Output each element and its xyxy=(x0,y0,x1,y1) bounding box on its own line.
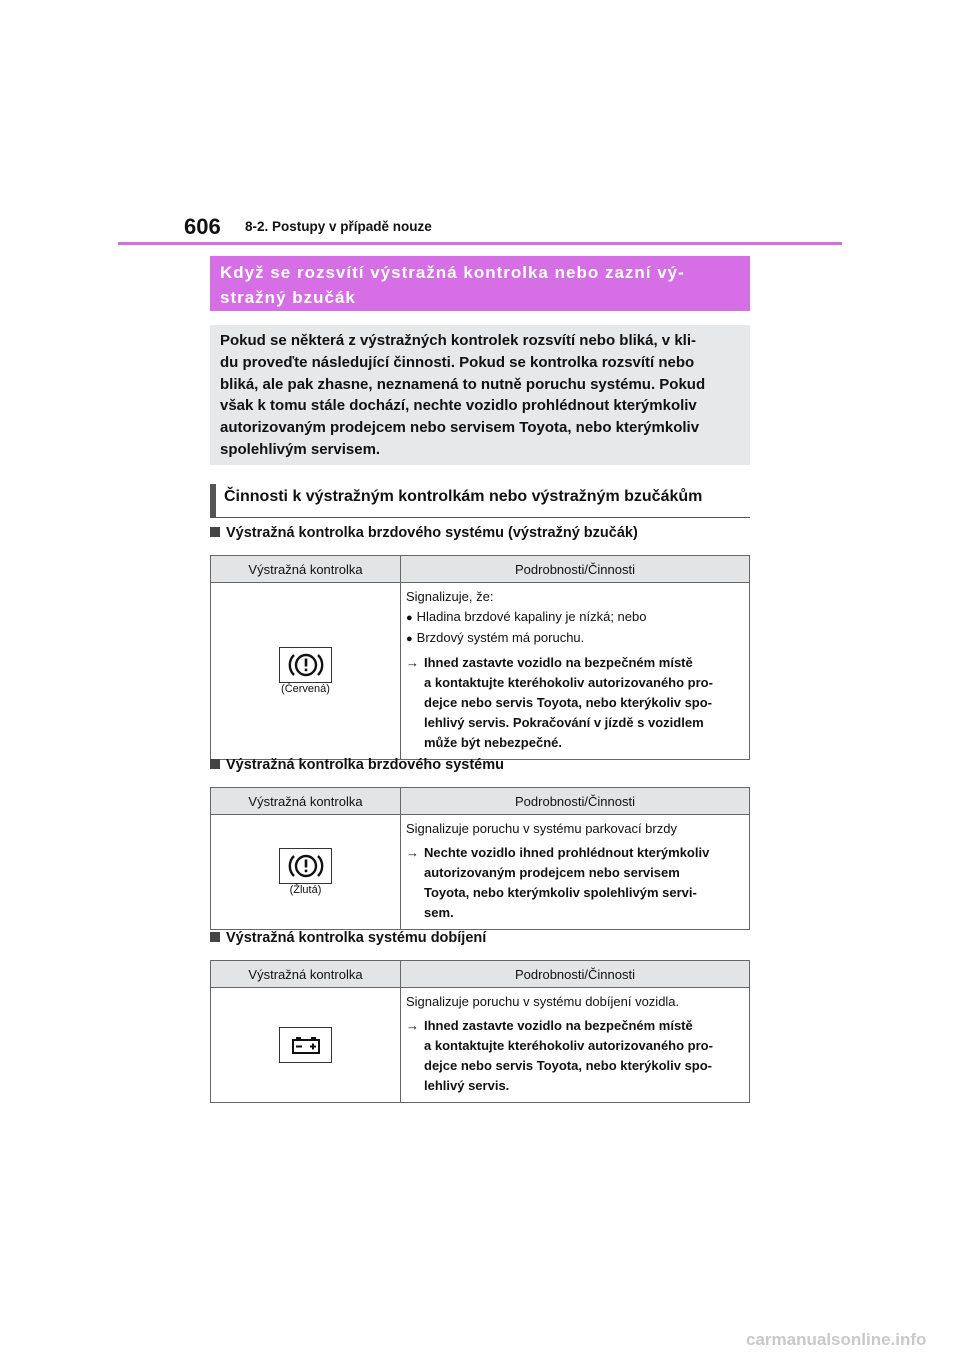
column-header-details: Podrobnosti/Činnosti xyxy=(401,556,750,583)
arrow-icon: → xyxy=(406,1018,419,1033)
brake-warning-icon xyxy=(279,647,332,683)
column-header-details: Podrobnosti/Činnosti xyxy=(401,961,750,988)
warning-table xyxy=(210,787,750,930)
item-heading xyxy=(210,525,638,541)
details-cell xyxy=(401,583,750,760)
brake-warning-icon xyxy=(279,848,332,884)
battery-icon xyxy=(279,1027,332,1063)
lamp-color-caption: (Červená) xyxy=(281,683,330,695)
item-heading xyxy=(210,757,504,773)
arrow-icon: → xyxy=(406,845,419,860)
intro-line: autorizovaným prodejcem nebo servisem Toyota, nebo kterýmkoliv xyxy=(220,419,700,437)
signal-text: Signalizuje, že: xyxy=(406,589,494,604)
item-heading xyxy=(210,930,486,946)
watermark: carmanualsonline.info xyxy=(746,1330,927,1349)
intro-line: Pokud se některá z výstražných kontrolek rozsvítí nebo bliká, v kli- xyxy=(220,332,696,349)
column-header-details: Podrobnosti/Činnosti xyxy=(401,788,750,815)
banner-line-2: stražný bzučák xyxy=(220,288,356,307)
intro-box xyxy=(210,325,750,465)
section-title: 8-2. Postupy v případě nouze xyxy=(245,219,432,234)
intro-line: však k tomu stále dochází, nechte vozidlo prohlédnout kterýmkoliv xyxy=(220,397,697,415)
action-text: → Ihned zastavte vozidlo na bezpečném místě a kontaktujte kteréhokoliv autorizovaného pro- dejce nebo servis Toyota, nebo kterýkoliv spo- lehlivý servis. xyxy=(406,1018,713,1093)
subsection-title: Činnosti k výstražným kontrolkám nebo výstražným bzučákům xyxy=(210,484,750,518)
details-cell xyxy=(401,815,750,930)
item-heading-text: Výstražná kontrolka brzdového systému (výstražný bzučák) xyxy=(226,525,638,541)
signal-text: Signalizuje poruchu v systému dobíjení vozidla. xyxy=(406,994,680,1009)
header-rule xyxy=(118,242,842,245)
intro-line: spolehlivým servisem. xyxy=(220,440,381,458)
column-header-lamp: Výstražná kontrolka xyxy=(211,788,401,815)
action-text: → Ihned zastavte vozidlo na bezpečném místě a kontaktujte kteréhokoliv autorizovaného pro- dejce nebo servis Toyota, nebo kterýkoliv spo- lehlivý servis. Pokračování v jízdě s vozidlem může být nebezpečné. xyxy=(406,655,713,750)
item-heading-text: Výstražná kontrolka systému dobíjení xyxy=(226,930,487,946)
page-number: 606 xyxy=(184,214,221,239)
details-cell xyxy=(401,988,750,1103)
action-text: → Nechte vozidlo ihned prohlédnout kterýmkoliv autorizovaným prodejcem nebo servisem Toyota, nebo kterýmkoliv spolehlivým servi- sem. xyxy=(406,845,710,920)
lamp-cell xyxy=(211,815,401,930)
item-heading-text: Výstražná kontrolka brzdového systému xyxy=(226,757,504,773)
warning-table xyxy=(210,555,750,760)
square-bullet-icon xyxy=(210,527,220,537)
column-header-lamp: Výstražná kontrolka xyxy=(211,961,401,988)
square-bullet-icon xyxy=(210,932,220,942)
lamp-cell xyxy=(211,988,401,1103)
warning-table xyxy=(210,960,750,1103)
column-header-lamp: Výstražná kontrolka xyxy=(211,556,401,583)
arrow-icon: → xyxy=(406,655,419,670)
bullet-item: ● Brzdový systém má poruchu. xyxy=(406,628,745,649)
signal-text: Signalizuje poruchu v systému parkovací brzdy xyxy=(406,821,677,836)
square-bullet-icon xyxy=(210,759,220,769)
lamp-cell xyxy=(211,583,401,760)
bullet-item: ● Hladina brzdové kapaliny je nízká; nebo xyxy=(406,607,745,628)
banner-line-1: Když se rozsvítí výstražná kontrolka nebo zazní vý- xyxy=(220,263,685,282)
intro-line: du proveďte následující činnosti. Pokud se kontrolka rozsvítí nebo xyxy=(220,353,695,371)
lamp-color-caption: (Žlutá) xyxy=(289,884,322,896)
intro-line: bliká, ale pak zhasne, neznamená to nutně poruchu systému. Pokud xyxy=(220,375,706,393)
topic-banner xyxy=(210,256,750,311)
